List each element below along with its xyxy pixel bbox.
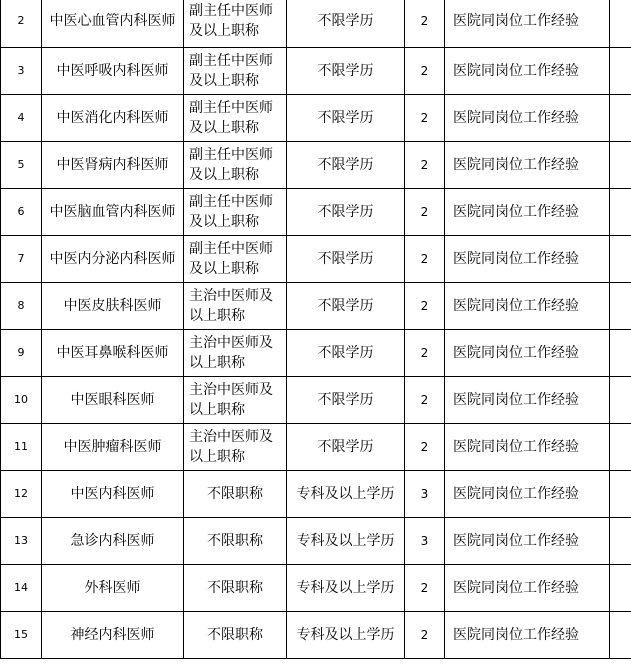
experience-requirement: 医院同岗位工作经验 — [445, 48, 610, 95]
title-requirement: 副主任中医师及以上职称 — [184, 95, 287, 142]
row-number: 5 — [1, 142, 42, 189]
title-requirement: 副主任中医师及以上职称 — [184, 142, 287, 189]
education-requirement: 不限学历 — [287, 142, 405, 189]
extra-cell — [610, 565, 631, 612]
headcount: 2 — [405, 48, 445, 95]
education-requirement: 专科及以上学历 — [287, 565, 405, 612]
headcount: 2 — [405, 189, 445, 236]
education-requirement: 不限学历 — [287, 189, 405, 236]
post-name: 神经内科医师 — [42, 612, 184, 659]
title-requirement: 副主任中医师及以上职称 — [184, 236, 287, 283]
experience-requirement: 医院同岗位工作经验 — [445, 565, 610, 612]
table-row — [1, 189, 631, 236]
post-name: 中医心血管内科医师 — [42, 0, 184, 48]
education-requirement: 不限学历 — [287, 95, 405, 142]
extra-cell — [610, 142, 631, 189]
extra-cell — [610, 0, 631, 48]
headcount: 2 — [405, 283, 445, 330]
row-number: 12 — [1, 471, 42, 518]
headcount: 2 — [405, 377, 445, 424]
table-row — [1, 424, 631, 471]
extra-cell — [610, 471, 631, 518]
experience-requirement: 医院同岗位工作经验 — [445, 142, 610, 189]
row-number: 7 — [1, 236, 42, 283]
extra-cell — [610, 95, 631, 142]
row-number: 3 — [1, 48, 42, 95]
education-requirement: 专科及以上学历 — [287, 471, 405, 518]
headcount: 2 — [405, 612, 445, 659]
table-row — [1, 95, 631, 142]
title-requirement: 不限职称 — [184, 471, 287, 518]
experience-requirement: 医院同岗位工作经验 — [445, 189, 610, 236]
post-name: 外科医师 — [42, 565, 184, 612]
extra-cell — [610, 612, 631, 659]
extra-cell — [610, 424, 631, 471]
headcount: 3 — [405, 471, 445, 518]
post-name: 急诊内科医师 — [42, 518, 184, 565]
headcount: 2 — [405, 95, 445, 142]
table-row — [1, 283, 631, 330]
post-name: 中医内科医师 — [42, 471, 184, 518]
experience-requirement: 医院同岗位工作经验 — [445, 612, 610, 659]
table-row — [1, 518, 631, 565]
row-number: 6 — [1, 189, 42, 236]
experience-requirement: 医院同岗位工作经验 — [445, 95, 610, 142]
experience-requirement: 医院同岗位工作经验 — [445, 236, 610, 283]
table-row — [1, 0, 631, 48]
experience-requirement: 医院同岗位工作经验 — [445, 518, 610, 565]
title-requirement: 副主任中医师及以上职称 — [184, 189, 287, 236]
headcount: 2 — [405, 142, 445, 189]
row-number: 10 — [1, 377, 42, 424]
education-requirement: 不限学历 — [287, 330, 405, 377]
title-requirement: 不限职称 — [184, 612, 287, 659]
education-requirement: 专科及以上学历 — [287, 612, 405, 659]
post-name: 中医呼吸内科医师 — [42, 48, 184, 95]
table-body — [1, 0, 631, 659]
post-name: 中医肾病内科医师 — [42, 142, 184, 189]
education-requirement: 不限学历 — [287, 424, 405, 471]
row-number: 11 — [1, 424, 42, 471]
post-name: 中医内分泌内科医师 — [42, 236, 184, 283]
education-requirement: 不限学历 — [287, 236, 405, 283]
headcount: 2 — [405, 330, 445, 377]
experience-requirement: 医院同岗位工作经验 — [445, 424, 610, 471]
table-row — [1, 48, 631, 95]
headcount: 2 — [405, 424, 445, 471]
row-number: 2 — [1, 0, 42, 48]
table-row — [1, 612, 631, 659]
title-requirement: 主治中医师及以上职称 — [184, 424, 287, 471]
experience-requirement: 医院同岗位工作经验 — [445, 471, 610, 518]
post-name: 中医耳鼻喉科医师 — [42, 330, 184, 377]
extra-cell — [610, 48, 631, 95]
post-name: 中医皮肤科医师 — [42, 283, 184, 330]
title-requirement: 副主任中医师及以上职称 — [184, 48, 287, 95]
experience-requirement: 医院同岗位工作经验 — [445, 283, 610, 330]
extra-cell — [610, 189, 631, 236]
title-requirement: 副主任中医师及以上职称 — [184, 0, 287, 48]
headcount: 2 — [405, 236, 445, 283]
table-row — [1, 330, 631, 377]
extra-cell — [610, 283, 631, 330]
education-requirement: 不限学历 — [287, 283, 405, 330]
table-row — [1, 377, 631, 424]
post-name: 中医消化内科医师 — [42, 95, 184, 142]
education-requirement: 不限学历 — [287, 48, 405, 95]
headcount: 3 — [405, 518, 445, 565]
headcount: 2 — [405, 0, 445, 48]
title-requirement: 主治中医师及以上职称 — [184, 377, 287, 424]
experience-requirement: 医院同岗位工作经验 — [445, 377, 610, 424]
title-requirement: 主治中医师及以上职称 — [184, 330, 287, 377]
row-number: 4 — [1, 95, 42, 142]
row-number: 14 — [1, 565, 42, 612]
title-requirement: 不限职称 — [184, 518, 287, 565]
headcount: 2 — [405, 565, 445, 612]
table-row — [1, 142, 631, 189]
post-name: 中医眼科医师 — [42, 377, 184, 424]
extra-cell — [610, 236, 631, 283]
extra-cell — [610, 330, 631, 377]
post-name: 中医肿瘤科医师 — [42, 424, 184, 471]
row-number: 15 — [1, 612, 42, 659]
row-number: 8 — [1, 283, 42, 330]
experience-requirement: 医院同岗位工作经验 — [445, 330, 610, 377]
table-row — [1, 236, 631, 283]
title-requirement: 主治中医师及以上职称 — [184, 283, 287, 330]
table-row — [1, 471, 631, 518]
experience-requirement: 医院同岗位工作经验 — [445, 0, 610, 48]
education-requirement: 专科及以上学历 — [287, 518, 405, 565]
extra-cell — [610, 518, 631, 565]
title-requirement: 不限职称 — [184, 565, 287, 612]
post-name: 中医脑血管内科医师 — [42, 189, 184, 236]
extra-cell — [610, 377, 631, 424]
row-number: 9 — [1, 330, 42, 377]
education-requirement: 不限学历 — [287, 377, 405, 424]
table-row — [1, 565, 631, 612]
row-number: 13 — [1, 518, 42, 565]
education-requirement: 不限学历 — [287, 0, 405, 48]
